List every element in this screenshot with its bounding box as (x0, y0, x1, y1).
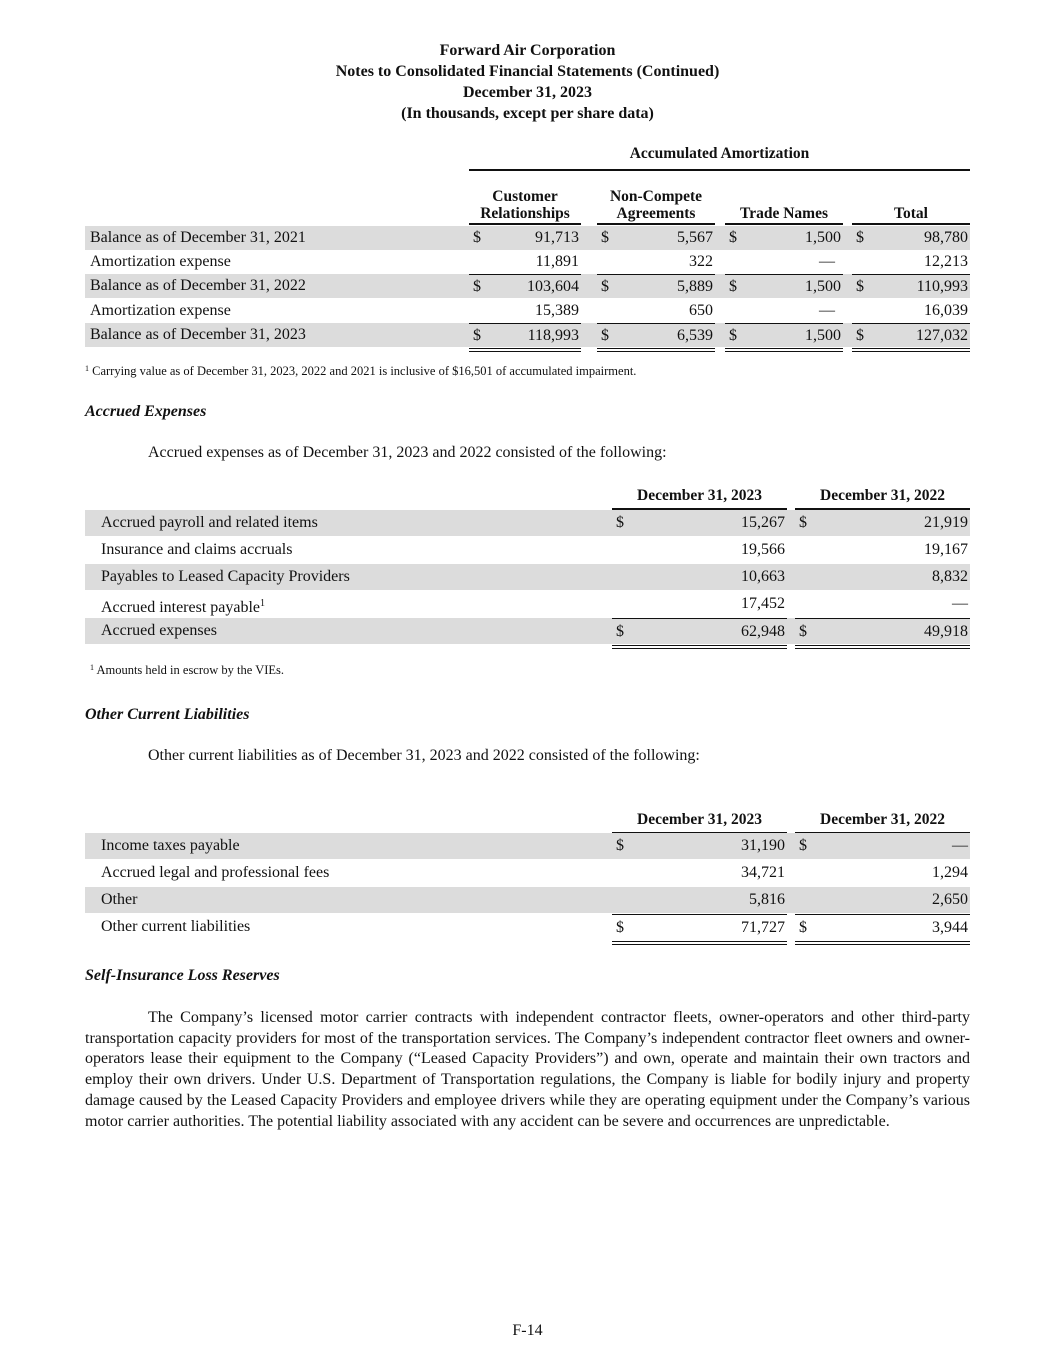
column-header-2023: December 31, 2023 (612, 487, 787, 510)
section-heading-self-insurance: Self-Insurance Loss Reserves (85, 967, 280, 984)
row-label: Balance as of December 31, 2021 (90, 229, 306, 246)
table-row: Other 5,816 2,650 (85, 887, 970, 913)
table-row: Amortization expense 15,389 650 — 16,039 (85, 299, 970, 323)
table-row: Payables to Leased Capacity Providers 10,663 8,832 (85, 564, 970, 590)
other-current-liabilities-intro: Other current liabilities as of December 31, 2023 and 2022 consisted of the following: (148, 747, 700, 764)
column-header-total: Total (852, 205, 970, 225)
table-row: Balance as of December 31, 2021 $ 91,713 $ 5,567 $ 1,500 $ 98,780 (85, 226, 970, 250)
company-name: Forward Air Corporation (439, 42, 616, 59)
table-row: Balance as of December 31, 2022 $ 103,604 $ 5,889 $ 1,500 $ 110,993 (85, 274, 970, 298)
row-label: Balance as of December 31, 2022 (90, 277, 306, 294)
group-header: Accumulated Amortization (469, 145, 970, 171)
table-row: Amortization expense 11,891 322 — 12,213 (85, 250, 970, 274)
table-row: Balance as of December 31, 2023 $ 118,993 $ 6,539 $ 1,500 $ 127,032 (85, 323, 970, 347)
section-heading-accrued-expenses: Accrued Expenses (85, 403, 207, 420)
page-number: F-14 (512, 1322, 543, 1339)
table-row: Insurance and claims accruals 19,566 19,167 (101, 541, 968, 558)
table-row: Accrued interest payable$^1$ 17,452 — (101, 595, 968, 616)
row-label: Amortization expense (90, 253, 231, 270)
column-header-2022: December 31, 2022 (795, 811, 970, 834)
accrued-expenses-intro: Accrued expenses as of December 31, 2023 and 2022 consisted of the following: (148, 444, 667, 461)
column-header-trade-names: Trade Names (725, 205, 843, 225)
column-header-customer-relationships: Customer Relationships (469, 188, 581, 225)
document-subtitle: Notes to Consolidated Financial Statements (Continued) (335, 63, 720, 80)
section-heading-other-current-liabilities: Other Current Liabilities (85, 706, 250, 723)
column-header-non-compete: Non-Compete Agreements (597, 188, 715, 225)
row-label: Amortization expense (90, 302, 231, 319)
row-label: Balance as of December 31, 2023 (90, 326, 306, 343)
units-note: (In thousands, except per share data) (401, 105, 654, 122)
column-header-2023: December 31, 2023 (612, 811, 787, 834)
statement-date: December 31, 2023 (463, 84, 592, 101)
table-row: Accrued legal and professional fees 34,721 1,294 (101, 864, 968, 881)
table-row-total: Other current liabilities $ 71,727 $ 3,944 (85, 914, 970, 940)
page-header (0, 40, 1055, 124)
column-header-2022: December 31, 2022 (795, 487, 970, 510)
table-row-total: Accrued expenses $ 62,948 $ 49,918 (85, 618, 970, 644)
self-insurance-paragraph: The Company’s licensed motor carrier contracts with independent contractor fleets, owner-operators and other third-party transportation capacity providers for most of the transportation services. The Company’s independent contractor fleet owners and owner-operators lease their equipment to the Company (“Leased Capacity Providers”) and own, operate and maintain their own tractors and employ their own drivers. Under U.S. Department of Transportation regulations, the Company is liable for bodily injury and property damage caused by the Leased Capacity Providers and employee drivers while they are operating equipment under the Company’s various motor carrier authorities. The potential liability associated with any accident can be severe and occurrences are unpredictable. (85, 1009, 970, 1130)
table-row: Accrued payroll and related items $ 15,267 $ 21,919 (85, 510, 970, 536)
table-row: Income taxes payable $ 31,190 $ — (85, 833, 970, 859)
amortization-footnote: $^1$ Carrying value as of December 31, 2023, 2022 and 2021 is inclusive of $16,501 of accumulated impairment. (85, 364, 637, 378)
accrued-expenses-footnote: $^1$ Amounts held in escrow by the VIEs. (90, 663, 285, 677)
